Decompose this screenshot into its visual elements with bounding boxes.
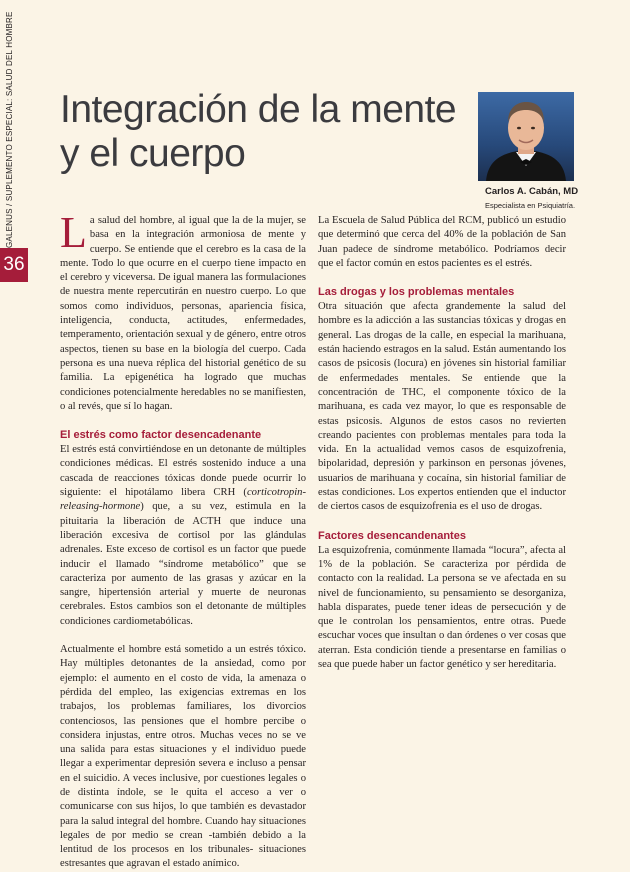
paragraph-intro xyxy=(60,208,306,414)
side-strip xyxy=(0,0,28,815)
author-portrait-image xyxy=(478,92,574,181)
column-right xyxy=(318,214,566,672)
paragraph-stress: El estrés está convirtiéndose en un detonante de múltiples condiciones médicas. El estrés sostenido induce a una cascada de reacciones tóxicas donde puede ocurrir lo siguiente: el hipotálamo libera CRH (corticotropin-releasing-hormone) que, a su vez, estimula en la pituitaria la liberación de ACTH que induce una liberación excesiva de cortisol por las glándulas adrenales. Este exceso de cortisol es un factor que puede inducir el llamado “síndrome metabólico” que se caracteriza por aumento de las grasas y azúcar en la sangre, hipertensión arterial y muerte de neuronas cerebrales. Estos cambios son el detonante de múltiples condiciones cardiometabólicas. xyxy=(60,444,306,627)
column-left xyxy=(60,208,306,872)
subheading-drugs: Las drogas y los problemas mentales xyxy=(318,286,515,299)
author-name: Carlos A. Cabán, MD xyxy=(485,186,579,197)
author-byline xyxy=(485,186,625,210)
paragraph-schizophrenia: La esquizofrenia, comúnmente llamada “locura”, afecta al 1% de la población. Se caracteriza por pérdida de contacto con la realidad. La persona se ve afectada en su nivel de funcionamiento, su pensamiento se desorganiza, habla disparates, puede tener ideas de persecución y de que le controlan los pensamientos, entre otras. Puede escuchar voces que insultan o dan órdenes o ver cosas que aterran. Esta condición tiende a presentarse en familias o sea que puede haber un factor genético y ser hereditaria. xyxy=(318,544,566,671)
title-line-2: y el cuerpo xyxy=(60,132,246,175)
title-line-1: Integración de la mente xyxy=(60,88,457,131)
paragraph-drugs: Otra situación que afecta grandemente la salud del hombre es la adicción a las sustancias tóxicas y drogas en general. Las drogas de la calle, en especial la marihuana, están haciendo estragos en la salud. Están aumentando los casos de psicosis (locura) en jóvenes sin historial familiar de enfermedades mentales. Se entiende que la concentración de THC, el componente tóxico de la marihuana, es cada vez mayor, lo que es responsable de estas psicosis. Algunos de estos casos no revierten creando pacientes con problemas mentales para toda la vida. En la actualidad vemos casos de esquizofrenia, bipolaridad, depresión y parkinson en personas jóvenes, usuarios de marihuana y cocaína, sin historial familiar de estas condiciones. Los expertos entienden que el inductor de ciertos casos de esquizofrenia es el uso de drogas. xyxy=(318,301,566,513)
article-title xyxy=(60,88,480,176)
drop-cap: L xyxy=(60,208,87,257)
intro-text: a salud del hombre, al igual que la de la mujer, se basa en la integración armoniosa de mente y cuerpo. Se entiende que el cerebro es la casa de la mente. Todo lo que ocurre en el cuerpo tiene impacto en el cerebro y viceversa. De igual manera las formulaciones de nuestra mente repercutirán en nuestro cuerpo. Lo que somos como individuos, personas, apariencia física, inteligencia, conducta, actitudes, enfermedades, temperamento, orientación sexual y de género, entre otros aspectos, tienen su base en la biología del cuerpo. Cada persona es una nueva réplica del historial genético de su familia. La epigenética ha logrado que muchas condiciones potencialmente heredables no se manifiesten, o al revés, que sí lo hagan. xyxy=(60,215,306,412)
subheading-stress: El estrés como factor desencadenante xyxy=(60,429,262,442)
running-header: GALENUS / SUPLEMENTO ESPECIAL: SALUD DEL HOMBRE xyxy=(5,11,14,248)
paragraph-toxic-stress: Actualmente el hombre está sometido a un estrés tóxico. Hay múltiples detonantes de la ansiedad, como por ejemplo: el aumento en el costo de vida, la amenaza o pérdida del empleo, las exigencias extremas en los trabajos, los problemas familiares, los divorcios contenciosos, las pensiones que el hombre percibe o considera injustas, entre otros. Muchas veces no se ve una salida para estas situaciones y el individuo puede llegar a experimentar depresión severa e incluso a pensar en el suicidio. A veces inclusive, por cuestiones legales o de distinta índole, se le quita el acceso a ver o comunicarse con sus hijos, lo que también es devastador para la salud integral del hombre. Cuando hay situaciones legales de por medio se crean -también debido a la lentitud de los procesos en los tribunales- situaciones estresantes que agravan el estado anímico. xyxy=(60,644,306,870)
subheading-factors: Factores desencandenantes xyxy=(318,529,466,542)
author-role: Especialista en Psiquiatría. xyxy=(485,201,576,210)
author-photo xyxy=(478,92,574,181)
page-number: 36 xyxy=(0,248,28,282)
paragraph-study: La Escuela de Salud Pública del RCM, publicó un estudio que determinó que cerca del 40% de la población de San Juan padece de síndrome metabólico. Podríamos decir que el factor común en estos pacientes es el estrés. xyxy=(318,215,566,269)
